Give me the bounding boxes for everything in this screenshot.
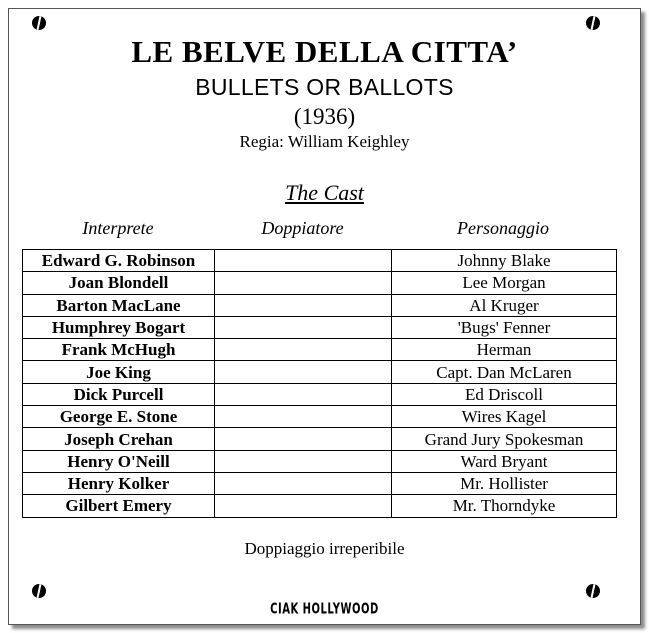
ciak-hollywood-logo: CIAK HOLLYWOOD [270, 601, 379, 618]
table-row [23, 383, 617, 405]
dubber-cell [215, 383, 392, 405]
dubber-cell [215, 472, 392, 494]
release-year: (1936) [293, 104, 356, 129]
actor-cell: Edward G. Robinson [23, 250, 215, 272]
dubber-cell [215, 495, 392, 517]
dubber-cell [215, 294, 392, 316]
dubber-cell [215, 339, 392, 361]
role-cell: Ed Driscoll [392, 383, 617, 405]
dubber-cell [215, 450, 392, 472]
role-cell: Capt. Dan McLaren [392, 361, 617, 383]
table-row [23, 495, 617, 517]
dubber-cell [215, 316, 392, 338]
dubber-cell [215, 406, 392, 428]
role-cell: Johnny Blake [392, 250, 617, 272]
dubber-cell [215, 272, 392, 294]
role-cell: Grand Jury Spokesman [392, 428, 617, 450]
screw-icon [32, 584, 46, 598]
table-row [23, 450, 617, 472]
actor-cell: Joseph Crehan [23, 428, 215, 450]
column-header-dubber: Doppiatore [261, 218, 344, 238]
table-row [23, 406, 617, 428]
role-cell: Al Kruger [392, 294, 617, 316]
table-row [23, 339, 617, 361]
director-label: Regia: [239, 132, 284, 151]
table-row [23, 428, 617, 450]
screw-icon [32, 16, 46, 30]
actor-cell: Humphrey Bogart [23, 316, 215, 338]
table-row [23, 294, 617, 316]
role-cell: Mr. Hollister [392, 472, 617, 494]
actor-cell: Joe King [23, 361, 215, 383]
role-cell: Herman [392, 339, 617, 361]
column-header-actor: Interprete [82, 218, 154, 238]
role-cell: Wires Kagel [392, 406, 617, 428]
italian-title: LE BELVE DELLA CITTA’ [131, 34, 518, 69]
original-title: BULLETS OR BALLOTS [195, 74, 454, 100]
director-name: William Keighley [287, 132, 410, 151]
actor-cell: Henry Kolker [23, 472, 215, 494]
table-row [23, 316, 617, 338]
cast-table [22, 249, 617, 518]
role-cell: Ward Bryant [392, 450, 617, 472]
role-cell: Lee Morgan [392, 272, 617, 294]
table-row [23, 250, 617, 272]
dubber-cell [215, 428, 392, 450]
screw-icon [586, 16, 600, 30]
actor-cell: Gilbert Emery [23, 495, 215, 517]
actor-cell: Barton MacLane [23, 294, 215, 316]
actor-cell: Dick Purcell [23, 383, 215, 405]
dubber-cell [215, 250, 392, 272]
table-row [23, 272, 617, 294]
table-row [23, 472, 617, 494]
actor-cell: Henry O'Neill [23, 450, 215, 472]
actor-cell: Joan Blondell [23, 272, 215, 294]
screw-icon [586, 584, 600, 598]
role-cell: Mr. Thorndyke [392, 495, 617, 517]
director-line [0, 132, 649, 152]
table-row [23, 361, 617, 383]
dubbing-note: Doppiaggio irreperibile [244, 539, 405, 558]
dubber-cell [215, 361, 392, 383]
actor-cell: Frank McHugh [23, 339, 215, 361]
column-header-role: Personaggio [457, 218, 549, 238]
cast-heading: The Cast [285, 180, 364, 205]
actor-cell: George E. Stone [23, 406, 215, 428]
role-cell: 'Bugs' Fenner [392, 316, 617, 338]
